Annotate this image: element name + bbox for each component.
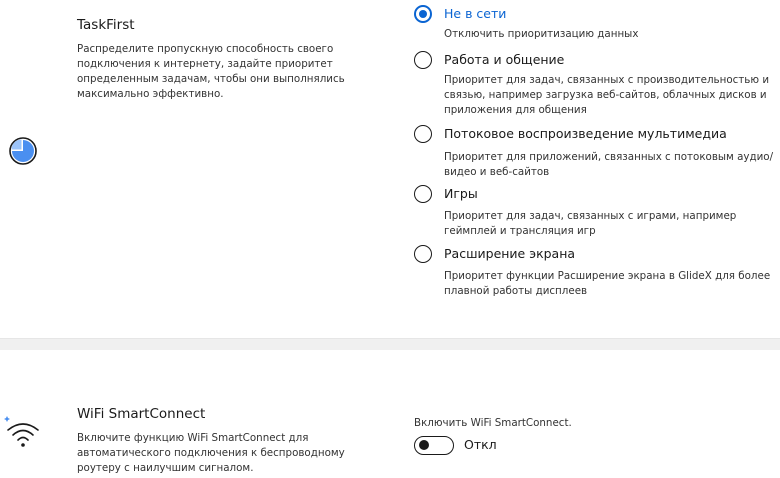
radio-option-label: Игры — [444, 186, 478, 201]
radio-button[interactable] — [414, 245, 432, 263]
radio-button-selected[interactable] — [414, 5, 432, 23]
smartconnect-title: WiFi SmartConnect — [77, 406, 206, 422]
pie-chart-icon — [8, 136, 38, 170]
radio-option-description: Приоритет для задач, связанных с производительностью и связью, например загрузка веб-сайтов, облачных дисков и приложения для общения — [444, 74, 770, 116]
radio-option-description: Отключить приоритизацию данных — [444, 28, 639, 40]
smartconnect-enable-label: Включить WiFi SmartConnect. — [414, 417, 572, 429]
smartconnect-toggle[interactable] — [414, 436, 454, 455]
radio-option-label: Расширение экрана — [444, 246, 576, 261]
radio-option-description: Приоритет функции Расширение экрана в GlideX для более плавной работы дисплеев — [444, 270, 771, 297]
taskfirst-description: Распределите пропускную способность своего подключения к интернету, задайте приоритет определенным задачам, чтобы они выполнялись максимально эффективно. — [77, 43, 345, 100]
wifi-sparkle-icon — [2, 416, 42, 454]
toggle-knob — [419, 440, 429, 450]
radio-option-description: Приоритет для задач, связанных с играми, например геймплей и трансляция игр — [444, 210, 737, 237]
smartconnect-description: Включите функцию WiFi SmartConnect для автоматического подключения к беспроводному роутеру с наилучшим сигналом. — [77, 432, 345, 474]
radio-option-label: Потоковое воспроизведение мультимедиа — [444, 126, 727, 141]
radio-option-label: Работа и общение — [444, 52, 565, 67]
radio-option-label: Не в сети — [444, 6, 507, 21]
toggle-state-label: Откл — [464, 437, 497, 452]
radio-button[interactable] — [414, 125, 432, 143]
radio-button[interactable] — [414, 51, 432, 69]
radio-button[interactable] — [414, 185, 432, 203]
radio-option-description: Приоритет для приложений, связанных с потоковым аудио/видео и веб-сайтов — [444, 151, 774, 178]
taskfirst-title: TaskFirst — [77, 17, 135, 33]
